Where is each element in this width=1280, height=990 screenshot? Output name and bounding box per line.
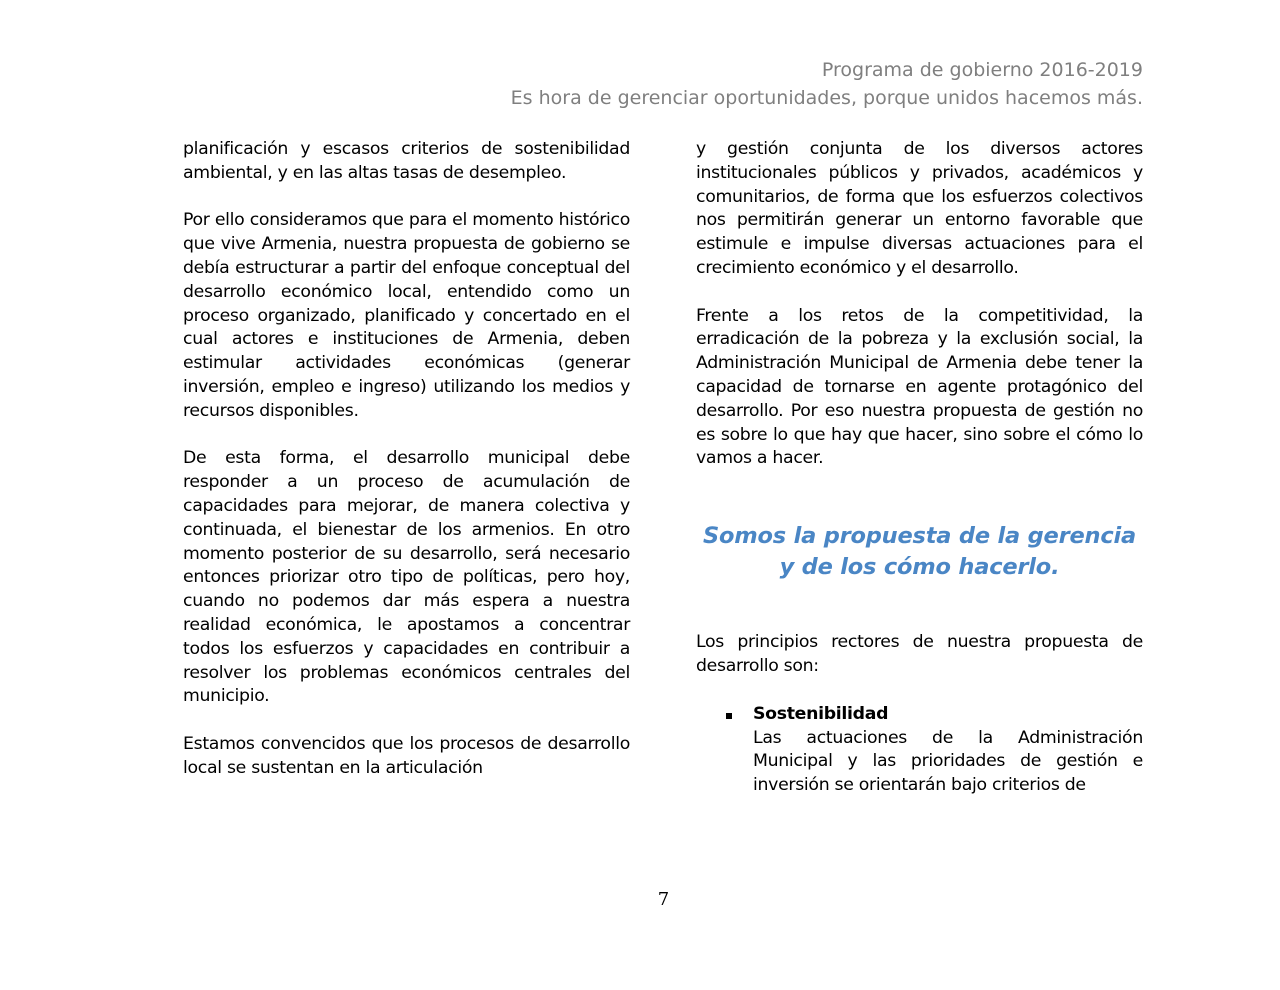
left-paragraph-1: planificación y escasos criterios de sostenibilidad ambiental, y en las altas tasas de desempleo. [183,139,630,183]
header-title: Programa de gobierno 2016-2019 [821,59,1143,81]
right-column [696,138,1143,798]
principle-title: Sostenibilidad [753,703,889,724]
principle-list-item [753,703,1143,798]
section-heading [696,521,1143,583]
section-heading-line-2: y de los cómo hacerlo. [779,554,1060,581]
square-bullet-icon [726,713,732,719]
left-column [183,138,630,781]
principle-description: Las actuaciones de la Administración Municipal y las prioridades de gestión e inversión se orientarán bajo criterios de [753,727,1143,796]
left-paragraph-2: Por ello consideramos que para el momento histórico que vive Armenia, nuestra propuesta de gobierno se debía estructurar a partir del enfoque conceptual del desarrollo económico local, entendido como un proceso organizado, planificado y concertado en el cual actores e instituciones de Armenia, deben estimular actividades económicas (generar inversión, empleo e ingreso) utilizando los medios y recursos disponibles. [183,210,630,421]
right-paragraph-2: Frente a los retos de la competitividad, la erradicación de la pobreza y la exclusión social, la Administración Municipal de Armenia debe tener la capacidad de tornarse en agente protagónico del desarrollo. Por eso nuestra propuesta de gestión no es sobre lo que hay que hacer, sino sobre el cómo lo vamos a hacer. [696,305,1143,469]
section-heading-line-1: Somos la propuesta de la gerencia [702,523,1137,550]
left-paragraph-4: Estamos convencidos que los procesos de desarrollo local se sustentan en la articulación [183,733,630,778]
principles-intro: Los principios rectores de nuestra propuesta de desarrollo son: [696,632,1143,676]
page-number: 7 [657,889,670,910]
running-header [511,56,1143,112]
header-slogan: Es hora de gerenciar oportunidades, porque unidos hacemos más. [510,87,1143,109]
left-paragraph-3: De esta forma, el desarrollo municipal debe responder a un proceso de acumulación de capacidades para mejorar, de manera colectiva y continuada, el bienestar de los armenios. En otro momento posterior de su desarrollo, será necesario entonces priorizar otro tipo de políticas, pero hoy, cuando no podemos dar más espera a nuestra realidad económica, le apostamos a concentrar todos los esfuerzos y capacidades en contribuir a resolver los problemas económicos centrales del municipio. [183,448,630,707]
right-paragraph-1: y gestión conjunta de los diversos actores institucionales públicos y privados, académicos y comunitarios, de forma que los esfuerzos colectivos nos permitirán generar un entorno favorable que estimule e impulse diversas actuaciones para el crecimiento económico y el desarrollo. [696,139,1143,278]
